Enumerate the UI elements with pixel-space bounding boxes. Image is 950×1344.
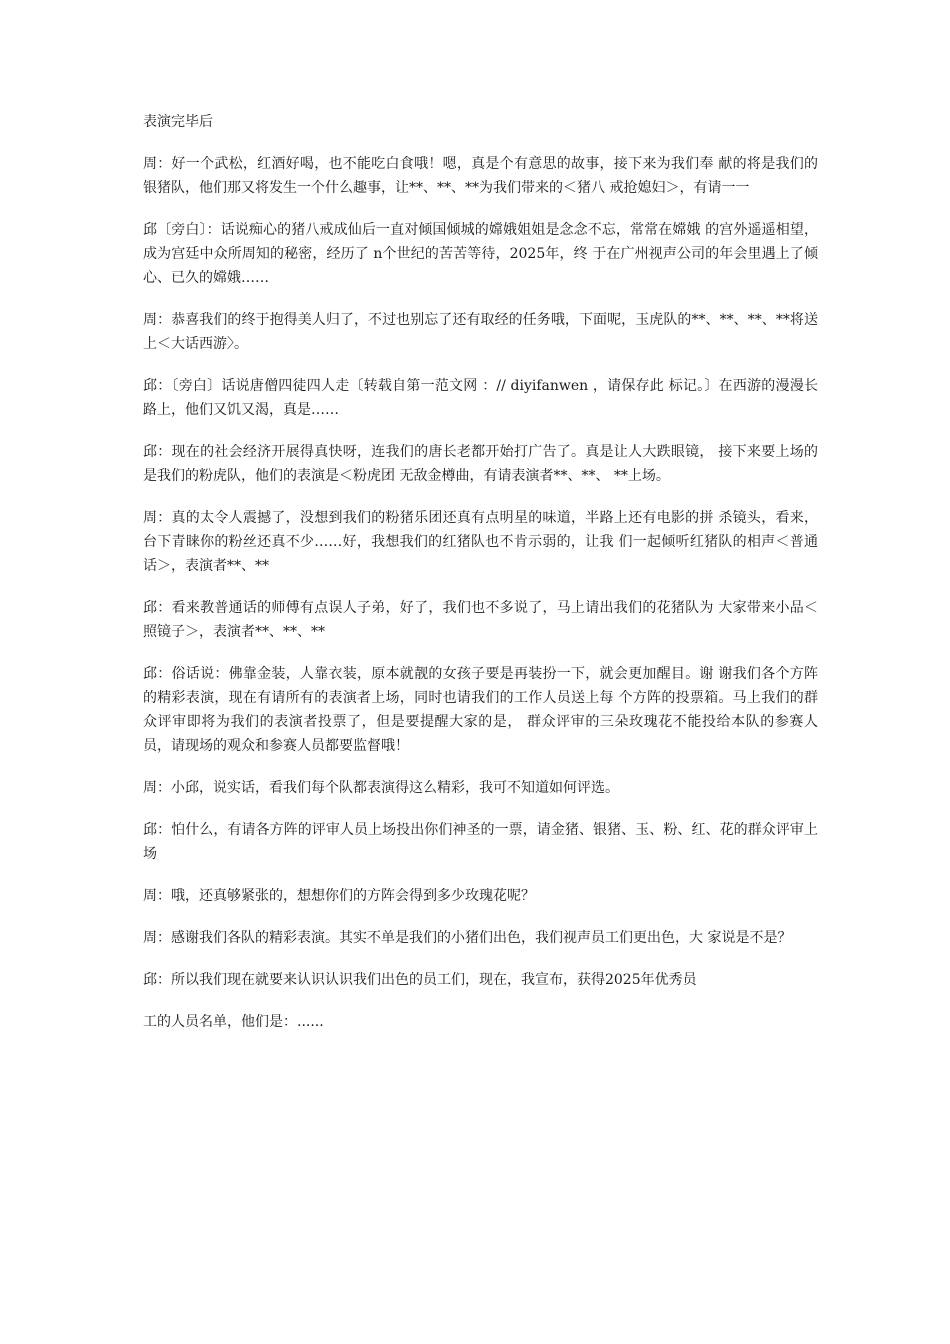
- paragraph: 周：感谢我们各队的精彩表演。其实不单是我们的小猪们出色，我们视声员工们更出色，大 家说是不是？: [143, 930, 792, 946]
- paragraph: 周：哦，还真够紧张的，想想你们的方阵会得到多少玫瑰花呢？: [143, 888, 535, 904]
- paragraph: 周：小邱，说实话，看我们每个队都表演得这么精彩，我可不知道如何评选。: [143, 780, 619, 796]
- paragraph: 邱：怕什么，有请各方阵的评审人员上场投出你们神圣的一票，请金猪、银猪、玉、粉、红、花的群众评审上场: [143, 822, 818, 862]
- paragraph: 邱：看来教普通话的师傅有点误人子弟，好了，我们也不多说了，马上请出我们的花猪队为 大家带来小品＜照镜子＞，表演者**、**、**: [143, 600, 818, 640]
- paragraph-heading: 表演完毕后: [143, 114, 213, 130]
- paragraph: 周：恭喜我们的终于抱得美人归了，不过也别忘了还有取经的任务哦，下面呢，玉虎队的**、**、**、**将送上＜大话西游〉。: [143, 312, 818, 352]
- paragraph: 周：真的太令人震撼了，没想到我们的粉猪乐团还真有点明星的味道，半路上还有电影的拼 杀镜头，看来，台下青睐你的粉丝还真不少……好，我想我们的红猪队也不肯示弱的，让我 们一起倾听红猪队的相声＜普通话＞，表演者**、**: [143, 510, 818, 574]
- paragraph: 周：好一个武松，红酒好喝，也不能吃白食哦！嗯，真是个有意思的故事，接下来为我们奉 献的将是我们的银猪队，他们那又将发生一个什么趣事，让**、**、**为我们带来的＜猪八 戒抢媳妇＞，有请一一: [143, 156, 818, 196]
- paragraph: 邱：俗话说：佛靠金装，人靠衣装，原本就靓的女孩子要是再装扮一下，就会更加醒目。谢 谢我们各个方阵的精彩表演，现在有请所有的表演者上场，同时也请我们的工作人员送上每 个方阵的投票箱。马上我们的群众评审即将为我们的表演者投票了，但是要提醒大家的是， 群众评审的三朵玫瑰花不能投给本队的参赛人员，请现场的观众和参赛人员都要监督哦！: [143, 666, 818, 754]
- paragraph: 邱：〔旁白〕话说唐僧四徒四人走〔转载自第一范文网 ：// diyifanwen ，请保存此 标记。〕在西游的漫漫长路上，他们又饥又渴，真是……: [143, 378, 818, 418]
- paragraph: 工的人员名单，他们是：......: [143, 1014, 324, 1030]
- document-page: [143, 110, 818, 1052]
- paragraph: 邱〔旁白〕：话说痴心的猪八戒成仙后一直对倾国倾城的嫦娥姐姐是念念不忘，常常在嫦娥 的宫外遥遥相望，成为宫廷中众所周知的秘密，经历了 n个世纪的苦苦等待，2025年，终 于在广州视声公司的年会里遇上了倾心、已久的嫦娥……: [143, 222, 818, 286]
- paragraph: 邱：现在的社会经济开展得真快呀，连我们的唐长老都开始打广告了。真是让人大跌眼镜， 接下来要上场的是我们的粉虎队，他们的表演是＜粉虎团 无敌金樽曲，有请表演者**、**、 **上场。: [143, 444, 818, 484]
- paragraph: 邱：所以我们现在就要来认识认识我们出色的员工们，现在，我宣布，获得2025年优秀员: [143, 972, 697, 988]
